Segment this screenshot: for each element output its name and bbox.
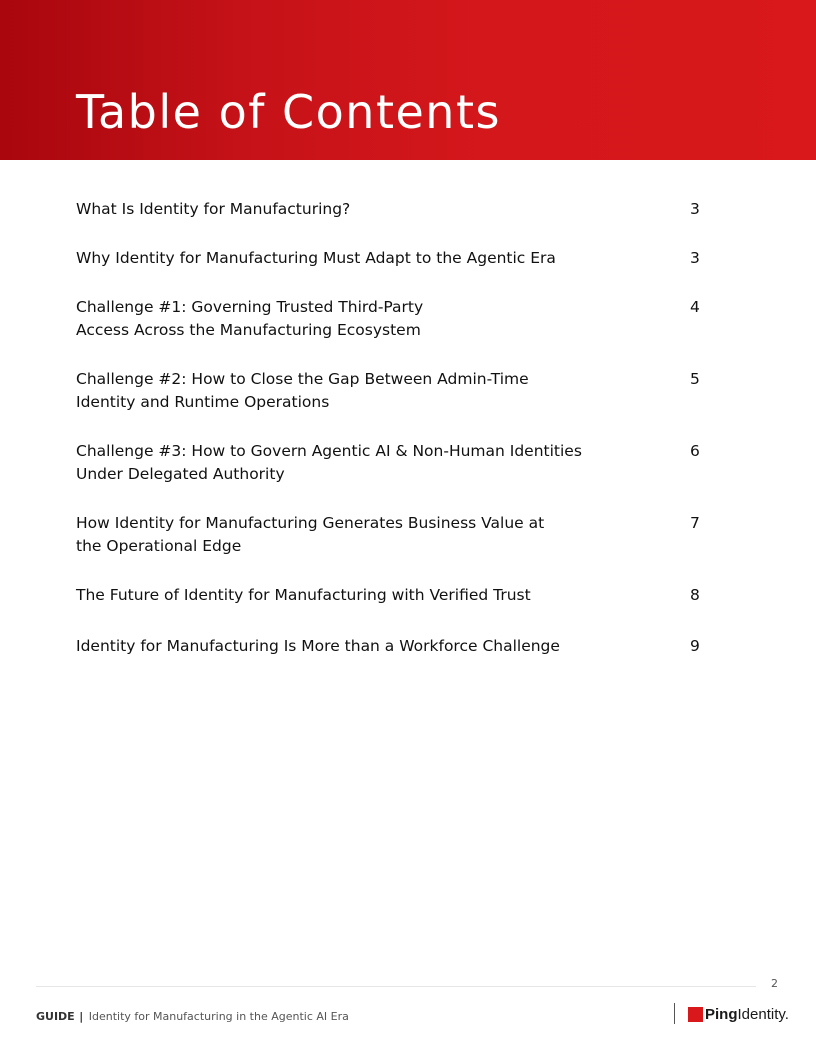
toc-entry-page[interactable]: 6 [690,442,700,460]
footer-guide-label: GUIDE [36,1010,75,1023]
toc-entry-page[interactable]: 5 [690,370,700,388]
toc-entry-title[interactable]: Challenge #2: How to Close the Gap Between Admin-Time Identity and Runtime Operations [76,370,529,411]
toc-entry-title[interactable]: Challenge #3: How to Govern Agentic AI & Non-Human Identities Under Delegated Authority [76,442,582,483]
toc-entry-title[interactable]: How Identity for Manufacturing Generates Business Value at the Operational Edge [76,514,545,555]
logo-brand-bold: Ping [705,1005,738,1023]
page-number: 2 [771,977,778,990]
toc-entry-title[interactable]: The Future of Identity for Manufacturing with Verified Trust [76,586,531,604]
toc-entry-title[interactable]: Challenge #1: Governing Trusted Third-Party Access Across the Manufacturing Ecosystem [76,298,424,339]
page-title: Table of Contents [76,85,501,139]
toc-entry-page[interactable]: 9 [690,637,700,655]
footer-document-title: Identity for Manufacturing in the Agentic AI Era [88,1010,349,1023]
footer-logo-divider [674,1003,675,1024]
toc-entry-title[interactable]: Identity for Manufacturing Is More than a Workforce Challenge [76,637,560,655]
toc-entry-page[interactable]: 7 [690,514,700,532]
toc-entry-page[interactable]: 3 [690,249,700,267]
logo-brand-light: Identity. [737,1005,789,1023]
ping-square-logo-icon [688,1007,703,1022]
footer-separator: | [79,1010,84,1023]
toc-entry-title[interactable]: What Is Identity for Manufacturing? [76,200,351,218]
ping-identity-logo [688,1004,789,1024]
toc-entry-title[interactable]: Why Identity for Manufacturing Must Adapt to the Agentic Era [76,249,556,267]
toc-entry-page[interactable]: 4 [690,298,700,316]
toc-entry-page[interactable]: 3 [690,200,700,218]
footer-label [36,1010,349,1023]
footer-divider [36,986,756,987]
toc-entry-page[interactable]: 8 [690,586,700,604]
